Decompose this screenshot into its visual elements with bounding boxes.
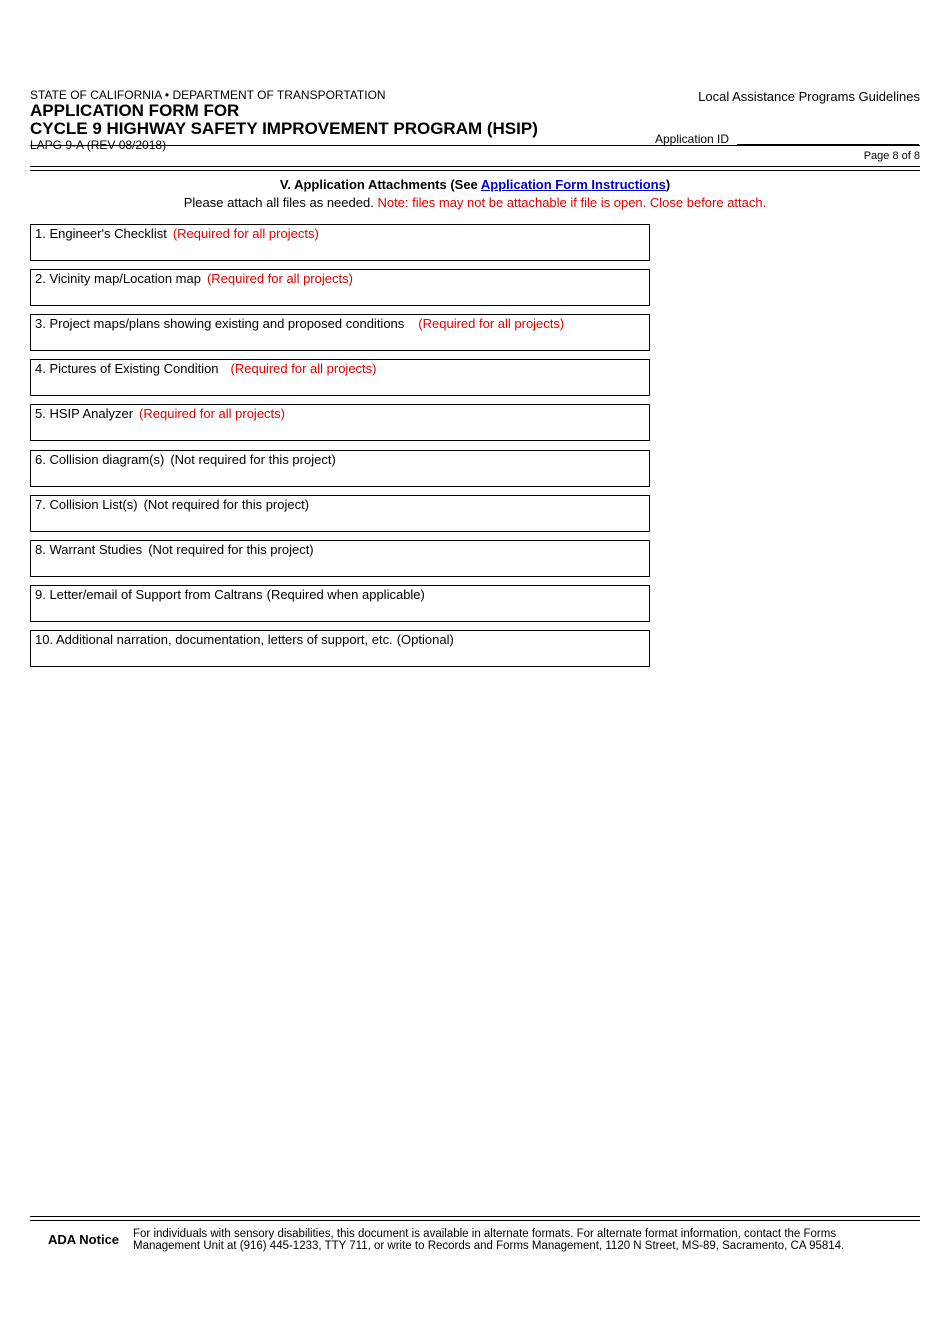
attachment-label: 3. Project maps/plans showing existing and proposed conditions xyxy=(35,316,405,331)
attachment-requirement: (Required for all projects) xyxy=(230,361,377,376)
guidelines-label: Local Assistance Programs Guidelines xyxy=(698,89,920,104)
attachment-field-caltrans-support-letter[interactable] xyxy=(30,585,650,622)
attachment-label: 2. Vicinity map/Location map xyxy=(35,271,201,286)
application-form-instructions-link[interactable]: Application Form Instructions xyxy=(480,177,666,192)
page-indicator: Page 8 of 8 xyxy=(863,150,920,162)
application-id-field[interactable] xyxy=(737,128,919,145)
ada-notice-line2: Management Unit at (916) 445-1233, TTY 711, or write to Records and Forms Management, 1120 N Street, MS-89, Sacramento, CA 95814. xyxy=(133,1240,845,1252)
header-divider xyxy=(30,145,920,146)
attachment-requirement: (Required for all projects) xyxy=(139,406,285,421)
attachment-field-hsip-analyzer[interactable] xyxy=(30,404,650,441)
section-heading-suffix: ) xyxy=(665,177,671,192)
form-title-line2: CYCLE 9 HIGHWAY SAFETY IMPROVEMENT PROGRAM (HSIP) xyxy=(30,119,538,138)
attachment-field-engineers-checklist[interactable] xyxy=(30,224,650,261)
attachment-field-collision-diagrams[interactable] xyxy=(30,450,650,487)
attachment-label: 8. Warrant Studies xyxy=(35,542,143,557)
attachment-instructions xyxy=(0,195,950,210)
attachment-label: 10. Additional narration, documentation, letters of support, etc. xyxy=(35,632,393,647)
ada-notice-text xyxy=(133,1228,844,1252)
form-title-line1: APPLICATION FORM FOR xyxy=(30,101,240,120)
attachment-label: 6. Collision diagram(s) xyxy=(35,452,165,467)
attachment-label: 4. Pictures of Existing Condition xyxy=(35,361,219,376)
form-number: LAPG 9-A (REV 08/2018) xyxy=(30,138,167,152)
instructions-note: Note: files may not be attachable if file is open. Close before attach. xyxy=(377,195,767,210)
attachment-field-warrant-studies[interactable] xyxy=(30,540,650,577)
attachment-requirement: (Optional) xyxy=(396,632,454,647)
attachment-field-project-maps[interactable] xyxy=(30,314,650,351)
attachment-label: 9. Letter/email of Support from Caltrans xyxy=(35,587,263,602)
section-divider-top xyxy=(30,166,920,167)
attachment-field-collision-lists[interactable] xyxy=(30,495,650,532)
instructions-text: Please attach all files as needed. xyxy=(183,195,374,210)
section-divider-bottom xyxy=(30,170,920,171)
attachment-label: 5. HSIP Analyzer xyxy=(35,406,134,421)
attachment-requirement: (Required for all projects) xyxy=(206,271,353,286)
attachment-field-additional-documentation[interactable] xyxy=(30,630,650,667)
attachment-requirement: (Not required for this project) xyxy=(170,452,336,467)
attachment-label: 1. Engineer's Checklist xyxy=(35,226,167,241)
section-heading-prefix: V. Application Attachments (See xyxy=(279,177,481,192)
attachment-requirement: (Required when applicable) xyxy=(266,587,425,602)
attachment-requirement: (Not required for this project) xyxy=(148,542,314,557)
footer-divider-top xyxy=(30,1216,920,1217)
agency-name: STATE OF CALIFORNIA • DEPARTMENT OF TRANSPORTATION xyxy=(30,88,386,102)
attachment-requirement: (Required for all projects) xyxy=(172,226,319,241)
attachment-requirement: (Not required for this project) xyxy=(143,497,310,512)
attachment-field-vicinity-map[interactable] xyxy=(30,269,650,306)
footer-divider-bottom xyxy=(30,1220,920,1221)
application-id-label: Application ID xyxy=(655,132,730,146)
attachment-field-existing-condition-pictures[interactable] xyxy=(30,359,650,396)
attachment-requirement: (Required for all projects) xyxy=(418,316,565,331)
ada-notice-label: ADA Notice xyxy=(48,1232,120,1247)
attachment-label: 7. Collision List(s) xyxy=(35,497,138,512)
section-heading xyxy=(0,177,950,192)
ada-notice-line1: For individuals with sensory disabilities, this document is available in alternate formats. For alternate format information, contact the Forms xyxy=(133,1228,837,1240)
